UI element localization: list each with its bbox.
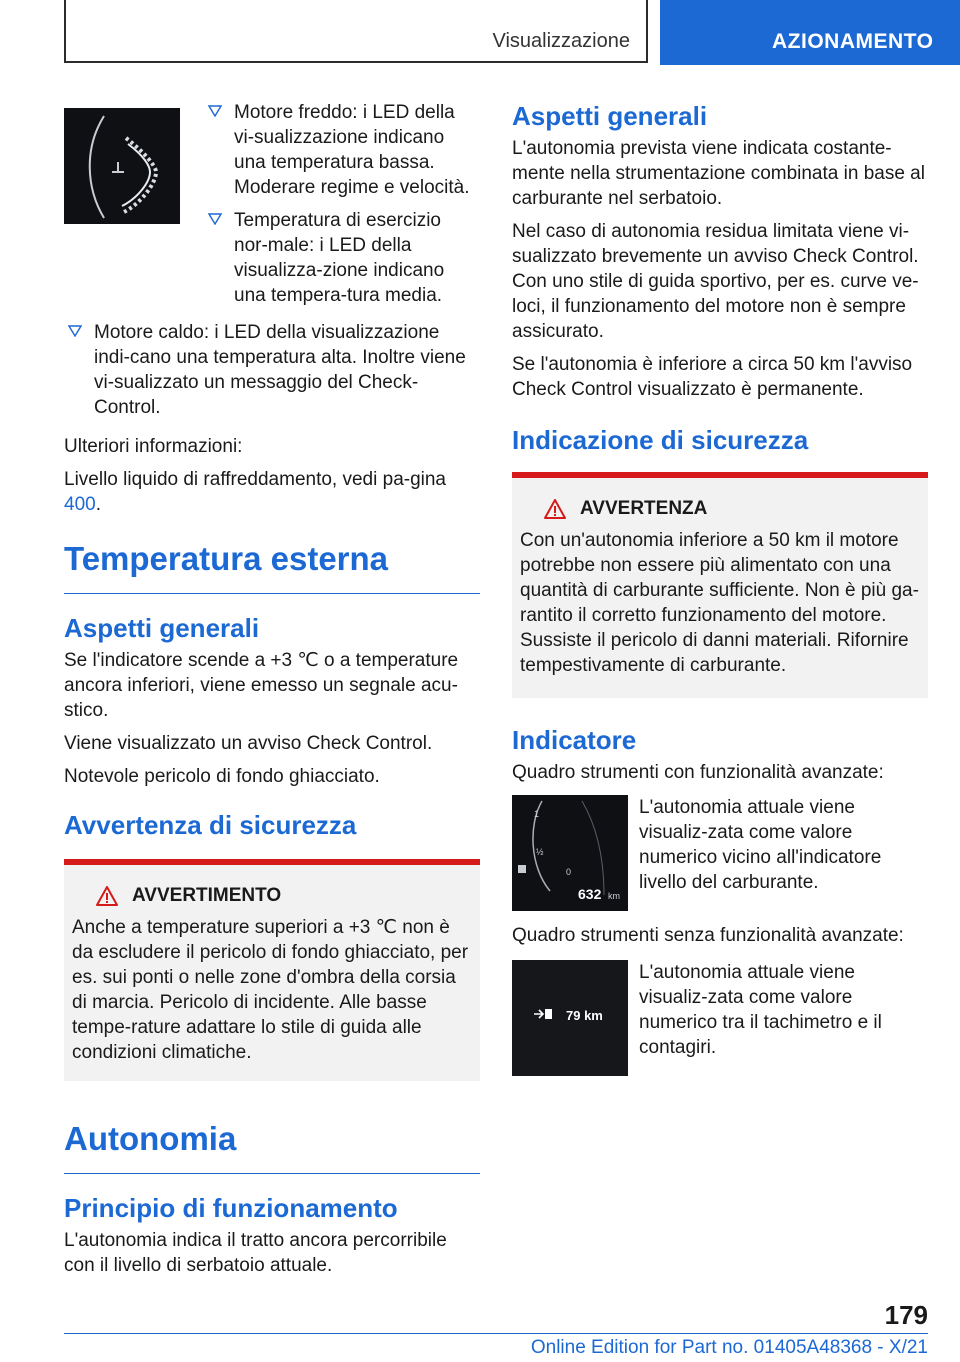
heading-indicator: Indicatore	[512, 725, 637, 755]
tick-label: 1	[534, 809, 540, 819]
footer-divider	[64, 1333, 928, 1334]
sub-bullet-list	[204, 100, 480, 316]
list-item: Motore freddo: i LED della vi-sualizzazione indicano una temperatura bassa. Moderare regime e velocità.	[204, 100, 480, 200]
caution-text: Con un'autonomia inferiore a 50 km il motore potrebbe non essere più alimentato con una quantità di carburante sufficiente. Non è più ga-rantito il corretto funzionamento del motore. Sussiste il pericolo di danni materiali. Rifornire tempestivamente di carburante.	[520, 530, 919, 676]
warning-triangle-icon	[544, 499, 566, 519]
coolant-reference: Livello liquido di raffreddamento, vedi pa-gina 400.	[64, 469, 447, 515]
basic-cluster-label: Quadro strumenti senza funzionalità avanzate:	[512, 925, 904, 946]
advanced-cluster-text: L'autonomia attuale viene visualiz-zata come valore numerico vicino all'indicatore livello del carburante.	[639, 797, 882, 893]
page-link[interactable]: 400	[64, 494, 96, 515]
body-text: Se l'indicatore scende a +3 ℃ o a temperature ancora inferiori, viene emesso un segnale acu-stico.	[64, 650, 459, 721]
caution-box	[512, 472, 928, 698]
warning-triangle-icon	[96, 886, 118, 906]
body-text: Viene visualizzato un avviso Check Control.	[64, 733, 433, 754]
chapter-title: AZIONAMENTO	[772, 30, 934, 53]
basic-cluster-row	[512, 960, 928, 1076]
warning-text: Anche a temperature superiori a +3 ℃ non è da escludere il pericolo di fondo ghiacciato, per es. sui ponti o nelle zone d'ombra della corsia di marcia. Pericolo di incidente. Alle basse tempe-rature adattare lo stile di guida alle condizioni climatiche.	[72, 917, 469, 1063]
heading-safety-indication: Indicazione di sicurezza	[512, 425, 809, 455]
list-item: Motore caldo: i LED della visualizzazione indi-cano una temperatura alta. Inoltre viene vi-sualizzato un messaggio del Check-Control.	[64, 320, 480, 420]
range-readout: 79 km	[566, 1008, 603, 1023]
list-item: Temperatura di esercizio nor-male: i LED della visualizza-zione indicano una tempera-tura media.	[204, 208, 480, 308]
coolant-gauge-image	[64, 108, 180, 224]
bullet-triangle-icon	[208, 213, 222, 225]
edition-footer[interactable]: Online Edition for Part no. 01405A48368 - X/21	[530, 1337, 928, 1358]
fuel-range-icon	[512, 960, 628, 1076]
heading-principle: Principio di funzionamento	[64, 1193, 398, 1223]
page-number: 179	[884, 1300, 928, 1330]
right-column	[512, 100, 928, 1076]
section-title: Visualizzazione	[492, 30, 630, 52]
bullet-list	[64, 320, 480, 420]
temp-gauge-row	[64, 100, 480, 316]
body-text: Nel caso di autonomia residua limitata viene vi-sualizzato brevemente un avviso Check Control. Con uno stile di guida sportivo, per es. curve ve-loci, il funzionamento del motore non è sempre assicurato.	[512, 221, 919, 342]
chapter-tab[interactable]	[660, 0, 960, 65]
body-text: L'autonomia prevista viene indicata costante-mente nella strumentazione combinata in base al carburante nel serbatoio.	[512, 138, 925, 209]
tick-label: 0	[566, 867, 572, 877]
left-column	[64, 100, 480, 1286]
heading-range: Autonomia	[64, 1119, 480, 1174]
tick-label: ½	[536, 847, 544, 857]
warning-title: AVVERTIMENTO	[72, 885, 472, 907]
further-info-label: Ulteriori informazioni:	[64, 436, 243, 457]
basic-cluster-text: L'autonomia attuale viene visualiz-zata come valore numerico tra il tachimetro e il contagiri.	[639, 962, 882, 1058]
body-text: L'autonomia indica il tratto ancora percorribile con il livello di serbatoio attuale.	[64, 1230, 447, 1276]
advanced-cluster-image	[512, 795, 628, 911]
bullet-triangle-icon	[68, 325, 82, 337]
bullet-triangle-icon	[208, 105, 222, 117]
heading-general-aspects: Aspetti generali	[64, 613, 260, 643]
basic-cluster-image	[512, 960, 628, 1076]
advanced-cluster-label: Quadro strumenti con funzionalità avanzate:	[512, 762, 884, 783]
fuel-gauge-icon	[512, 795, 628, 911]
heading-outside-temperature: Temperatura esterna	[64, 539, 480, 594]
range-readout: 632	[578, 886, 602, 902]
body-text: Notevole pericolo di fondo ghiacciato.	[64, 766, 380, 787]
gauge-arc-icon	[64, 108, 180, 224]
warning-box	[64, 859, 480, 1081]
body-text: Se l'autonomia è inferiore a circa 50 km l'avviso Check Control visualizzato è permanente.	[512, 354, 913, 400]
heading-safety-warning: Avvertenza di sicurezza	[64, 810, 357, 840]
range-unit: km	[608, 891, 620, 901]
advanced-cluster-row	[512, 795, 928, 911]
caution-title: AVVERTENZA	[520, 498, 920, 520]
heading-general-aspects: Aspetti generali	[512, 101, 708, 131]
